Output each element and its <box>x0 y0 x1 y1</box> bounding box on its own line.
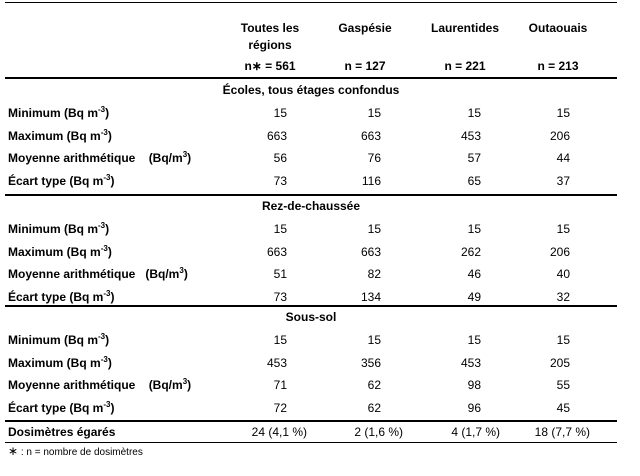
row-label <box>8 245 112 259</box>
cell-all-regions: 453 <box>266 356 287 370</box>
cell-outaouais: 205 <box>549 356 570 370</box>
cell-outaouais: 15 <box>556 333 570 347</box>
row-label <box>8 174 114 188</box>
cell-all-regions: 15 <box>273 222 287 236</box>
cell-all-regions: 51 <box>273 267 287 281</box>
row-label-superscript: -3 <box>98 332 106 341</box>
row-label-text: Minimum (Bq m <box>8 333 98 347</box>
cell-gaspesie: 663 <box>360 245 381 259</box>
row-label <box>8 151 191 165</box>
row-label-text: Écart type (Bq m <box>8 401 104 415</box>
header-col-all-regions <box>230 20 310 54</box>
cell-outaouais: 32 <box>556 290 570 304</box>
lost-value-gaspesie: 2 (1,6 %) <box>354 425 403 439</box>
cell-all-regions: 663 <box>266 245 287 259</box>
row-label-text: Maximum (Bq m <box>8 356 101 370</box>
cell-laurentides: 453 <box>460 356 481 370</box>
section-title: Écoles, tous étages confondus <box>222 83 400 97</box>
row-label-text: Minimum (Bq m <box>8 106 98 120</box>
cell-gaspesie: 76 <box>367 151 381 165</box>
cell-all-regions: 73 <box>273 290 287 304</box>
row-label-tail: ) <box>107 356 112 370</box>
row-label-superscript: -3 <box>98 105 106 114</box>
cell-laurentides: 262 <box>460 245 481 259</box>
row-label-tail: ) <box>183 267 188 281</box>
lost-value-laurentides: 4 (1,7 %) <box>451 425 500 439</box>
cell-laurentides: 65 <box>467 174 481 188</box>
top-rule <box>5 2 617 3</box>
row-label-tail: ) <box>187 378 192 392</box>
row-label-superscript: -3 <box>98 221 106 230</box>
row-label-superscript: 3 <box>182 150 188 159</box>
cell-gaspesie: 82 <box>367 267 381 281</box>
section-3-rule <box>5 420 617 422</box>
row-label-tail: ) <box>105 106 110 120</box>
cell-gaspesie: 663 <box>360 129 381 143</box>
cell-gaspesie: 15 <box>367 222 381 236</box>
cell-all-regions: 73 <box>273 174 287 188</box>
lost-value-all-regions: 24 (4,1 %) <box>251 425 307 439</box>
cell-all-regions: 56 <box>273 151 287 165</box>
lost-dosimeters-label: Dosimètres égarés <box>8 425 116 439</box>
cell-laurentides: 49 <box>467 290 481 304</box>
row-label <box>8 401 114 415</box>
cell-all-regions: 15 <box>273 333 287 347</box>
cell-outaouais: 44 <box>556 151 570 165</box>
cell-gaspesie: 356 <box>360 356 381 370</box>
cell-laurentides: 57 <box>467 151 481 165</box>
header-col-outaouais-line1: Outaouais <box>528 21 588 35</box>
row-label <box>8 290 114 304</box>
row-label-text: Moyenne arithmétique (Bq/m <box>8 151 183 165</box>
cell-outaouais: 45 <box>556 401 570 415</box>
cell-outaouais: 15 <box>556 222 570 236</box>
cell-outaouais: 55 <box>556 378 570 392</box>
row-label-text: Écart type (Bq m <box>8 174 104 188</box>
row-label-superscript: -3 <box>100 244 108 253</box>
header-col-gaspesie <box>325 20 405 37</box>
row-label <box>8 356 112 370</box>
cell-laurentides: 98 <box>467 378 481 392</box>
header-n-outaouais: n = 213 <box>537 59 579 73</box>
header-n-all-regions: n∗ = 561 <box>244 59 296 73</box>
header-col-all-regions-line2: régions <box>248 38 292 52</box>
section-title: Rez-de-chaussée <box>261 199 361 213</box>
lost-value-outaouais: 18 (7,7 %) <box>534 425 590 439</box>
row-label-tail: ) <box>105 222 110 236</box>
row-label <box>8 378 191 392</box>
footnote-text: : n = nombre de dosimètres <box>18 447 143 458</box>
cell-outaouais: 37 <box>556 174 570 188</box>
cell-gaspesie: 134 <box>360 290 381 304</box>
row-label-tail: ) <box>105 333 110 347</box>
cell-all-regions: 71 <box>273 378 287 392</box>
row-label-superscript: 3 <box>182 377 188 386</box>
cell-gaspesie: 15 <box>367 333 381 347</box>
cell-gaspesie: 116 <box>361 174 381 188</box>
row-label-tail: ) <box>187 151 192 165</box>
cell-laurentides: 15 <box>467 333 481 347</box>
header-n-gaspesie: n = 127 <box>344 59 386 73</box>
row-label <box>8 222 109 236</box>
row-label-tail: ) <box>107 129 112 143</box>
row-label-text: Moyenne arithmétique (Bq/m <box>8 267 180 281</box>
row-label-superscript: -3 <box>103 289 111 298</box>
header-rule <box>5 77 617 79</box>
row-label-text: Maximum (Bq m <box>8 245 101 259</box>
row-label-tail: ) <box>110 401 115 415</box>
cell-laurentides: 46 <box>467 267 481 281</box>
row-label-superscript: -3 <box>100 355 108 364</box>
row-label-text: Maximum (Bq m <box>8 129 101 143</box>
footnote <box>8 445 143 459</box>
row-label-superscript: 3 <box>179 266 184 275</box>
header-col-laurentides <box>420 20 510 37</box>
header-col-laurentides-line1: Laurentides <box>430 21 499 35</box>
cell-outaouais: 15 <box>556 106 570 120</box>
cell-laurentides: 96 <box>467 401 481 415</box>
cell-all-regions: 663 <box>266 129 287 143</box>
row-label-superscript: -3 <box>100 128 108 137</box>
header-n-laurentides: n = 221 <box>444 59 486 73</box>
cell-laurentides: 453 <box>460 129 481 143</box>
cell-all-regions: 15 <box>273 106 287 120</box>
section-2-rule <box>5 305 617 307</box>
cell-outaouais: 206 <box>549 129 570 143</box>
row-label-text: Écart type (Bq m <box>8 290 104 304</box>
cell-outaouais: 206 <box>549 245 570 259</box>
row-label-tail: ) <box>110 290 115 304</box>
cell-gaspesie: 62 <box>367 378 381 392</box>
header-col-gaspesie-line1: Gaspésie <box>338 21 392 35</box>
row-label-superscript: -3 <box>103 173 111 182</box>
cell-laurentides: 15 <box>467 222 481 236</box>
header-col-outaouais <box>518 20 598 37</box>
row-label <box>8 333 109 347</box>
cell-laurentides: 15 <box>467 106 481 120</box>
row-label-tail: ) <box>110 174 115 188</box>
row-label-tail: ) <box>107 245 112 259</box>
row-label-superscript: -3 <box>103 400 111 409</box>
row-label <box>8 129 112 143</box>
row-label <box>8 106 109 120</box>
bottom-rule <box>5 442 617 443</box>
cell-all-regions: 72 <box>273 401 287 415</box>
section-1-rule <box>5 194 617 196</box>
cell-gaspesie: 62 <box>367 401 381 415</box>
cell-outaouais: 40 <box>556 267 570 281</box>
header-col-all-regions-line1: Toutes les <box>240 21 300 35</box>
cell-gaspesie: 15 <box>367 106 381 120</box>
row-label-text: Minimum (Bq m <box>8 222 98 236</box>
row-label-text: Moyenne arithmétique (Bq/m <box>8 378 183 392</box>
footnote-star: ∗ <box>8 444 19 458</box>
row-label <box>8 267 188 281</box>
section-title: Sous-sol <box>285 310 337 324</box>
